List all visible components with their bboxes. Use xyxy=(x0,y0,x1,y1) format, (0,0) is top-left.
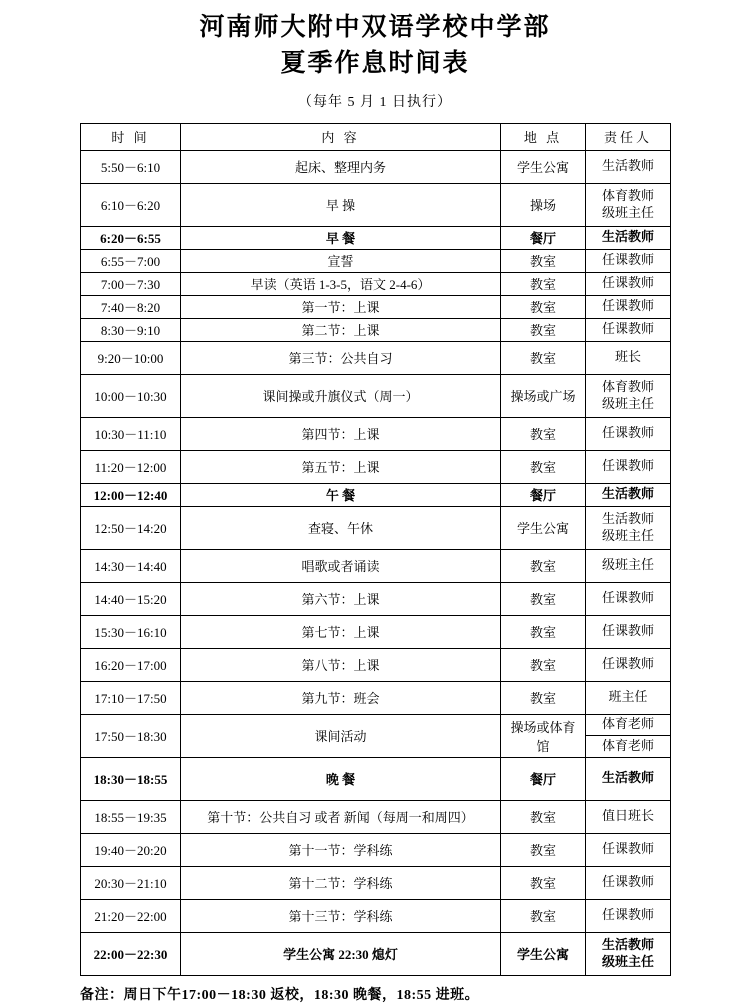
cell-place: 教室 xyxy=(501,549,586,582)
cell-place: 教室 xyxy=(501,866,586,899)
table-row xyxy=(81,417,671,450)
table-row xyxy=(81,681,671,714)
table-row xyxy=(81,757,671,800)
table-row xyxy=(81,183,671,226)
cell-person: 任课教师 xyxy=(586,450,671,483)
cell-time: 16:20－17:00 xyxy=(81,648,181,681)
cell-content: 午 餐 xyxy=(181,483,501,506)
cell-time: 17:10－17:50 xyxy=(81,681,181,714)
cell-content: 第六节：上课 xyxy=(181,582,501,615)
cell-person: 任课教师 xyxy=(586,615,671,648)
table-row xyxy=(81,341,671,374)
cell-person: 任课教师 xyxy=(586,272,671,295)
cell-person-sub: 体育老师 xyxy=(586,715,670,736)
cell-time: 18:55－19:35 xyxy=(81,800,181,833)
cell-time: 9:20－10:00 xyxy=(81,341,181,374)
cell-person: 生活教师 xyxy=(586,757,671,800)
cell-person: 班长 xyxy=(586,341,671,374)
cell-time: 18:30－18:55 xyxy=(81,757,181,800)
cell-place: 学生公寓 xyxy=(501,506,586,549)
table-row xyxy=(81,866,671,899)
cell-place: 教室 xyxy=(501,615,586,648)
cell-person-line: 级班主任 xyxy=(601,527,654,543)
table-row xyxy=(81,615,671,648)
cell-content: 第十二节：学科练 xyxy=(181,866,501,899)
cell-place: 教室 xyxy=(501,899,586,932)
cell-time: 6:10－6:20 xyxy=(81,183,181,226)
cell-person xyxy=(586,506,671,549)
cell-person xyxy=(586,932,671,975)
cell-place: 教室 xyxy=(501,272,586,295)
table-row xyxy=(81,318,671,341)
column-header-content: 内 容 xyxy=(181,123,501,150)
cell-person: 任课教师 xyxy=(586,866,671,899)
table-row xyxy=(81,648,671,681)
table-row xyxy=(81,295,671,318)
cell-person-line: 级班主任 xyxy=(601,204,654,220)
table-row xyxy=(81,932,671,975)
cell-person xyxy=(586,183,671,226)
cell-content: 晚 餐 xyxy=(181,757,501,800)
cell-place: 操场或体育馆 xyxy=(501,714,586,757)
cell-person: 生活教师 xyxy=(586,483,671,506)
table-row xyxy=(81,450,671,483)
cell-place: 教室 xyxy=(501,800,586,833)
cell-time: 21:20－22:00 xyxy=(81,899,181,932)
table-row xyxy=(81,800,671,833)
cell-person: 任课教师 xyxy=(586,318,671,341)
cell-place: 操场 xyxy=(501,183,586,226)
cell-person: 任课教师 xyxy=(586,833,671,866)
cell-time: 5:50－6:10 xyxy=(81,150,181,183)
page-title-line1: 河南师大附中双语学校中学部 xyxy=(199,14,551,41)
cell-person-line: 生活教师 xyxy=(601,936,654,952)
cell-place: 教室 xyxy=(501,582,586,615)
cell-content: 第四节：上课 xyxy=(181,417,501,450)
cell-place: 操场或广场 xyxy=(501,374,586,417)
cell-content: 第二节：上课 xyxy=(181,318,501,341)
cell-person: 任课教师 xyxy=(586,648,671,681)
page-subtitle: （每年 5 月 1 日执行） xyxy=(298,94,452,110)
table-row xyxy=(81,549,671,582)
cell-person: 任课教师 xyxy=(586,899,671,932)
cell-person-line: 体育教师 xyxy=(601,378,654,394)
table-row xyxy=(81,506,671,549)
cell-content: 宣誓 xyxy=(181,249,501,272)
table-row xyxy=(81,150,671,183)
cell-content: 早 操 xyxy=(181,183,501,226)
cell-person: 任课教师 xyxy=(586,249,671,272)
cell-content: 起床、整理内务 xyxy=(181,150,501,183)
cell-time: 11:20－12:00 xyxy=(81,450,181,483)
page-title-line2: 夏季作息时间表 xyxy=(280,50,470,78)
cell-time: 20:30－21:10 xyxy=(81,866,181,899)
cell-content: 第八节：上课 xyxy=(181,648,501,681)
cell-time: 6:20－6:55 xyxy=(81,226,181,249)
cell-person: 值日班长 xyxy=(586,800,671,833)
cell-content: 第十一节：学科练 xyxy=(181,833,501,866)
column-header-time: 时 间 xyxy=(81,123,181,150)
cell-place: 教室 xyxy=(501,648,586,681)
cell-person-line: 体育教师 xyxy=(601,187,654,203)
cell-content: 早 餐 xyxy=(181,226,501,249)
cell-place: 教室 xyxy=(501,681,586,714)
table-header-row xyxy=(81,123,671,150)
cell-content: 第一节：上课 xyxy=(181,295,501,318)
schedule-table xyxy=(80,123,671,976)
cell-time: 10:00－10:30 xyxy=(81,374,181,417)
cell-time: 19:40－20:20 xyxy=(81,833,181,866)
cell-content: 课间活动 xyxy=(181,714,501,757)
cell-person: 任课教师 xyxy=(586,582,671,615)
table-row xyxy=(81,374,671,417)
cell-time: 10:30－11:10 xyxy=(81,417,181,450)
cell-place: 教室 xyxy=(501,341,586,374)
cell-content: 第七节：上课 xyxy=(181,615,501,648)
cell-content: 课间操或升旗仪式（周一） xyxy=(181,374,501,417)
cell-time: 12:50－14:20 xyxy=(81,506,181,549)
cell-place: 教室 xyxy=(501,833,586,866)
table-row xyxy=(81,714,671,757)
cell-person-line: 生活教师 xyxy=(601,510,654,526)
cell-place: 教室 xyxy=(501,450,586,483)
cell-time: 15:30－16:10 xyxy=(81,615,181,648)
cell-time: 17:50－18:30 xyxy=(81,714,181,757)
cell-place: 教室 xyxy=(501,417,586,450)
cell-content: 第三节：公共自习 xyxy=(181,341,501,374)
cell-content: 第九节：班会 xyxy=(181,681,501,714)
cell-person: 任课教师 xyxy=(586,295,671,318)
cell-place: 餐厅 xyxy=(501,483,586,506)
column-header-place: 地 点 xyxy=(501,123,586,150)
table-row xyxy=(81,272,671,295)
cell-person: 班主任 xyxy=(586,681,671,714)
cell-content: 学生公寓 22:30 熄灯 xyxy=(181,932,501,975)
schedule-table-wrapper xyxy=(80,123,670,976)
cell-time: 14:40－15:20 xyxy=(81,582,181,615)
table-row xyxy=(81,226,671,249)
cell-person-line: 级班主任 xyxy=(601,395,654,411)
cell-time: 22:00－22:30 xyxy=(81,932,181,975)
column-header-person: 责任人 xyxy=(586,123,671,150)
cell-person-line: 级班主任 xyxy=(601,953,654,969)
cell-person xyxy=(586,374,671,417)
cell-person: 生活教师 xyxy=(586,226,671,249)
cell-content: 第十三节：学科练 xyxy=(181,899,501,932)
cell-place: 餐厅 xyxy=(501,757,586,800)
cell-time: 14:30－14:40 xyxy=(81,549,181,582)
cell-person: 级班主任 xyxy=(586,549,671,582)
cell-place: 餐厅 xyxy=(501,226,586,249)
footer-note: 备注：周日下午17:00－18:30 返校，18:30 晚餐，18:55 进班。 xyxy=(80,987,480,1003)
cell-time: 6:55－7:00 xyxy=(81,249,181,272)
cell-place: 教室 xyxy=(501,295,586,318)
cell-content: 第十节：公共自习 或者 新闻（每周一和周四） xyxy=(181,800,501,833)
cell-person xyxy=(586,714,671,757)
cell-person: 任课教师 xyxy=(586,417,671,450)
cell-place: 教室 xyxy=(501,318,586,341)
cell-time: 12:00－12:40 xyxy=(81,483,181,506)
table-row xyxy=(81,833,671,866)
table-row xyxy=(81,249,671,272)
cell-place: 教室 xyxy=(501,249,586,272)
cell-content: 唱歌或者诵读 xyxy=(181,549,501,582)
cell-place: 学生公寓 xyxy=(501,150,586,183)
cell-person-sub: 体育老师 xyxy=(601,737,654,753)
cell-place: 学生公寓 xyxy=(501,932,586,975)
cell-content: 早读（英语 1-3-5，语文 2-4-6） xyxy=(181,272,501,295)
table-row xyxy=(81,899,671,932)
cell-content: 第五节：上课 xyxy=(181,450,501,483)
table-row xyxy=(81,582,671,615)
cell-time: 8:30－9:10 xyxy=(81,318,181,341)
cell-person: 生活教师 xyxy=(586,150,671,183)
document-header xyxy=(0,0,750,111)
cell-content: 查寝、午休 xyxy=(181,506,501,549)
cell-time: 7:00－7:30 xyxy=(81,272,181,295)
schedule-table-body xyxy=(81,150,671,975)
table-row xyxy=(81,483,671,506)
cell-time: 7:40－8:20 xyxy=(81,295,181,318)
